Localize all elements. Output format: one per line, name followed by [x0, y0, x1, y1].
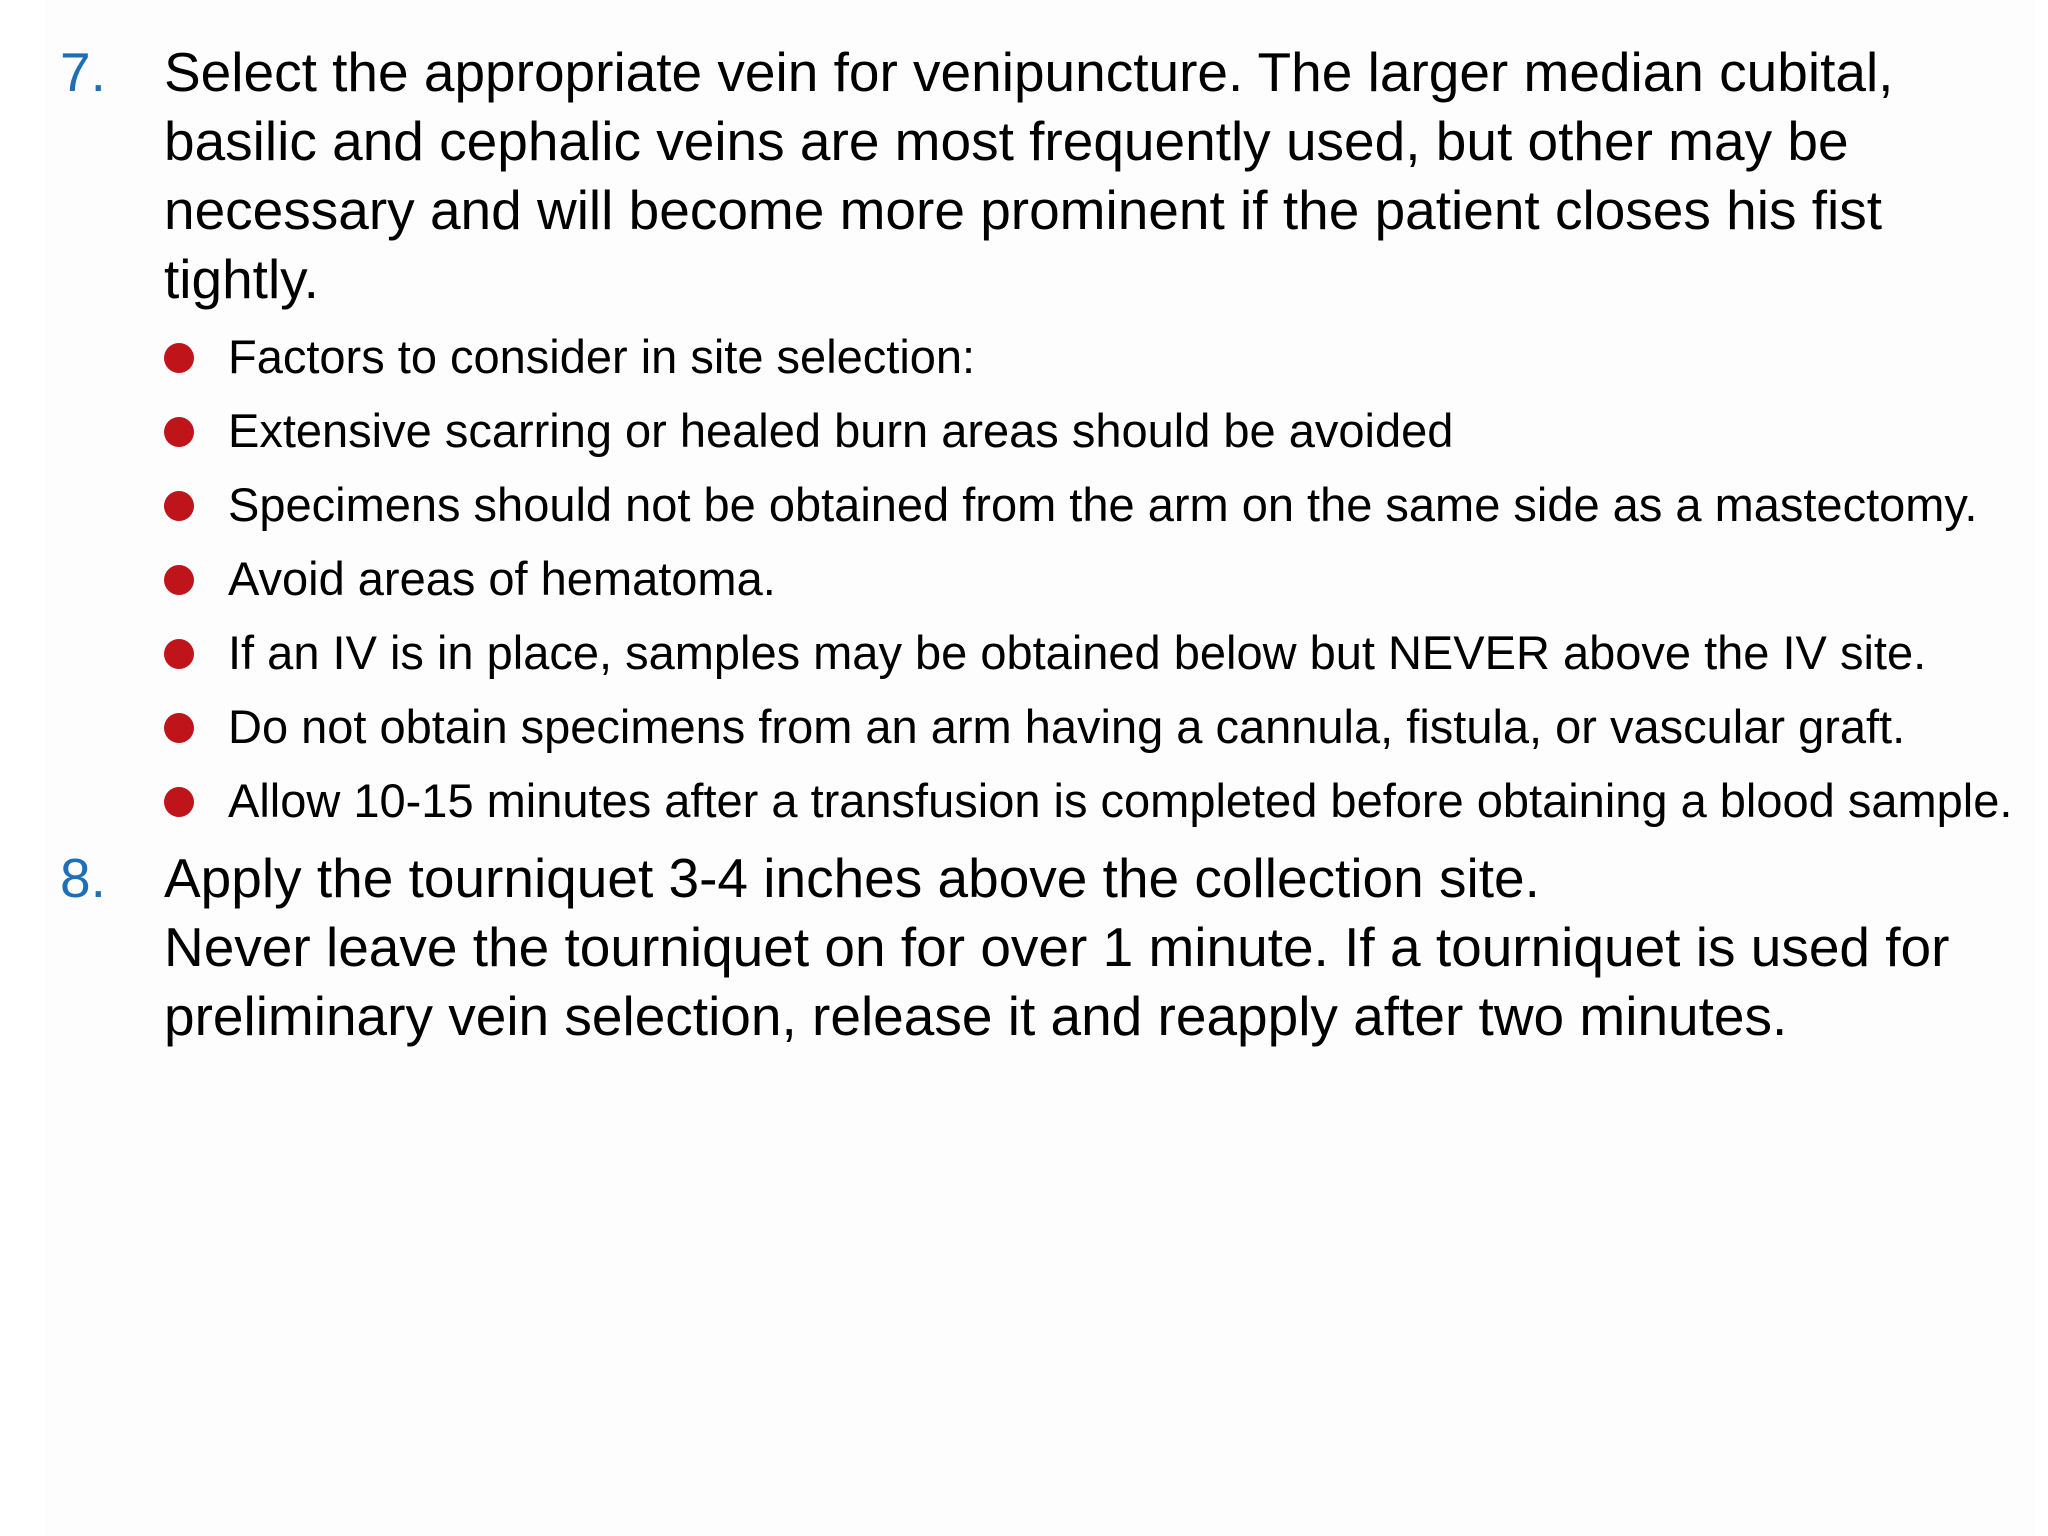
step-8-text: Apply the tourniquet 3-4 inches above the collection site. Never leave the tourniquet on for over 1 minute. If a tourniquet is used for preliminary vein selection, release it and reapply after two minutes. — [164, 847, 1950, 1047]
bullet-item — [164, 548, 2028, 609]
step-8-number: 8. — [60, 847, 106, 909]
bullet-dot-icon — [164, 713, 194, 743]
site-selection-bullets — [164, 326, 2028, 831]
step-8 — [0, 844, 2048, 1051]
step-7-text: Select the appropriate vein for venipuncture. The larger median cubital, basilic and cephalic veins are most frequently used, but other may be necessary and will become more prominent if the patient closes his fist tightly. — [164, 41, 1894, 310]
bullet-text: Specimens should not be obtained from the arm on the same side as a mastectomy. — [228, 478, 1978, 531]
bullet-text: Avoid areas of hematoma. — [228, 552, 776, 605]
bullet-text: If an IV is in place, samples may be obtained below but NEVER above the IV site. — [228, 626, 1927, 679]
bullet-item — [164, 696, 2028, 757]
bullet-dot-icon — [164, 343, 194, 373]
bullet-text: Do not obtain specimens from an arm having a cannula, fistula, or vascular graft. — [228, 700, 1906, 753]
step-7-number: 7. — [60, 41, 106, 103]
bullet-dot-icon — [164, 417, 194, 447]
bullet-item — [164, 770, 2028, 831]
bullet-item — [164, 474, 2028, 535]
step-7 — [0, 38, 2048, 831]
bullet-dot-icon — [164, 565, 194, 595]
bullet-item — [164, 326, 2028, 387]
bullet-item — [164, 622, 2028, 683]
slide-content — [0, 38, 2048, 1051]
bullet-item — [164, 400, 2028, 461]
bullet-text: Allow 10-15 minutes after a transfusion is completed before obtaining a blood sample. — [228, 774, 2013, 827]
bullet-text: Factors to consider in site selection: — [228, 330, 976, 383]
bullet-dot-icon — [164, 491, 194, 521]
bullet-dot-icon — [164, 639, 194, 669]
bullet-dot-icon — [164, 787, 194, 817]
bullet-text: Extensive scarring or healed burn areas should be avoided — [228, 404, 1454, 457]
